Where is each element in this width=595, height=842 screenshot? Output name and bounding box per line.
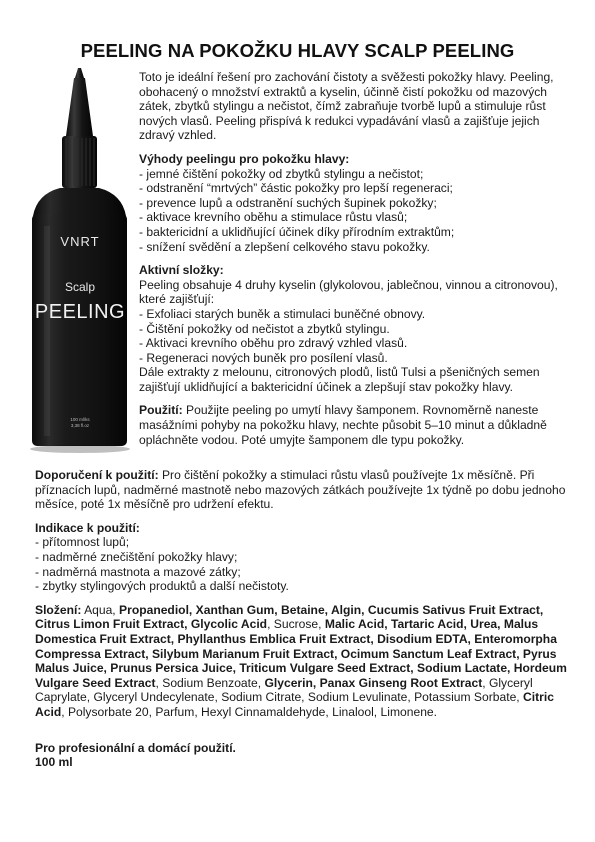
composition-part: Aqua,	[81, 602, 120, 617]
bottle-volume2: 3,38 fl.oz	[70, 423, 90, 428]
active-intro: Peeling obsahuje 4 druhy kyselin (glykolovou, jablečnou, vinnou a citronovou), které zajišťují:	[139, 277, 558, 307]
product-image	[22, 66, 140, 456]
nozzle-cone	[66, 78, 93, 136]
composition-part: , Glyceryl Caprylate, Glyceryl Undecylenate, Sodium Citrate, Sodium Levulinate, Potassium Sorbate,	[35, 675, 533, 705]
composition-text	[35, 603, 567, 719]
active-item: - Exfoliaci starých buněk a stimulaci buněčné obnovy.	[139, 306, 426, 321]
bottle-highlight	[44, 226, 50, 436]
intro-paragraph: Toto je ideální řešení pro zachování čistoty a svěžesti pokožky hlavy. Peeling, obohacený o množství extraktů a kyselin, účinně čistí pokožku od mazových zátek, zbytků stylingu a nečistot, čímž zabraňuje tvorbě lupů a stimuluje růst nových vlasů. Peeling přispívá k redukci vypadávání vlasů a zajišťuje jejich zdravý vzhled.	[139, 70, 554, 143]
bottle-cap	[62, 136, 97, 188]
bottle-brand: VNRT	[60, 234, 100, 249]
composition-part: , Polysorbate 20, Parfum, Hexyl Cinnamaldehyde, Linalool, Limonene.	[61, 704, 438, 719]
bottle-line2: PEELING	[34, 301, 126, 323]
composition-part: Propanediol, Xanthan Gum, Betaine, Algin, Cucumis Sativus Fruit Extract, Citrus Limon Fruit Extract, Glycolic Acid	[35, 602, 544, 632]
composition-part: Glycerin, Panax Ginseng Root Extract	[264, 675, 483, 690]
indication-item: - zbytky stylingových produktů a další nečistoty.	[35, 579, 289, 594]
usage-text: Použijte peeling po umytí hlavy šamponem. Rovnoměrně naneste masážními pohyby na pokožku hlavy, nechte působit 5–10 minut a důkladně opláchněte vodou. Poté umyjte šamponem dle typu pokožky.	[139, 403, 547, 447]
active-section	[139, 263, 567, 394]
composition-part: , Sucrose,	[267, 617, 325, 632]
lower-section	[35, 468, 567, 770]
recommendation-paragraph	[35, 468, 567, 512]
indication-item: - nadměrné znečištění pokožky hlavy;	[35, 549, 238, 564]
indication-item: - přítomnost lupů;	[35, 535, 130, 550]
page-title: PEELING NA POKOŽKU HLAVY SCALP PEELING	[80, 40, 515, 61]
benefits-section	[139, 152, 567, 254]
indications-section	[35, 521, 567, 594]
active-item: - Regeneraci nových buněk pro posílení vlasů.	[139, 350, 388, 365]
active-outro: Dále extrakty z melounu, citronových plodů, listů Tulsi a pšeničných semen zajišťují uklidňující a baktericidní účinek a zlepšují stav pokožky hlavy.	[139, 365, 540, 394]
active-item: - Aktivaci krevního oběhu pro zdravý vzhled vlasů.	[139, 336, 408, 351]
footer-volume: 100 ml	[35, 755, 73, 770]
usage-paragraph	[139, 403, 567, 447]
benefit-item: - baktericidní a uklidňující účinek díky přírodním extraktům;	[139, 224, 455, 239]
right-column	[139, 70, 567, 456]
benefit-item: - aktivace krevního oběhu a stimulace růstu vlasů;	[139, 210, 408, 225]
composition-label: Složení:	[35, 602, 82, 617]
benefits-heading: Výhody peelingu pro pokožku hlavy:	[139, 151, 350, 166]
benefit-item: - jemné čištění pokožky od zbytků stylingu a nečistot;	[139, 166, 424, 181]
recommendation-text: Pro čištění pokožky a stimulaci růstu vlasů používejte 1x měsíčně. Při příznacích lupů, nadměrné mastnotě nebo mazových zátkách používejte 1x týdně po dobu jednoho měsíce, poté 1x měsíčně pro udržení efektu.	[35, 468, 566, 512]
composition-part: Malic Acid, Tartaric Acid, Urea, Malus Domestica Fruit Extract, Phyllanthus Emblica Fruit Extract, Disodium EDTA, Enteromorpha Compressa Extract, Silybum Marianum Fruit Extract, Ocimum Sanctum Leaf Extract, Pyrus Malus Juice, Prunus Persica Juice, Triticum Vulgare Seed Extract, Sodium Lactate, Hordeum Vulgare Seed Extract	[35, 617, 567, 690]
active-item: - Čištění pokožky od nečistot a zbytků stylingu.	[139, 321, 390, 336]
footer-use: Pro profesionální a domácí použití.	[35, 740, 236, 755]
bottle-illustration	[22, 66, 140, 456]
indication-item: - nadměrná mastnota a mazové zátky;	[35, 564, 241, 579]
bottle-shoulder	[33, 188, 126, 216]
composition-part: , Sodium Benzoate,	[155, 675, 265, 690]
composition-paragraph	[35, 603, 567, 720]
bottle-volume1: 100 ml/ks	[70, 417, 90, 422]
nozzle-tip	[75, 68, 84, 78]
usage-label: Použití:	[139, 403, 183, 418]
recommendation-label: Doporučení k použití:	[35, 468, 159, 482]
composition-part: Citric Acid	[35, 690, 554, 719]
benefit-item: - odstranění “mrtvých” částic pokožky pro lepší regeneraci;	[139, 181, 453, 196]
bottle-line1: Scalp	[64, 280, 96, 294]
active-heading: Aktivní složky:	[139, 263, 224, 278]
indications-heading: Indikace k použití:	[35, 520, 140, 535]
benefit-item: - prevence lupů a odstranění suchých šupinek pokožky;	[139, 195, 437, 210]
benefit-item: - snížení svědění a zlepšení celkového stavu pokožky.	[139, 239, 430, 254]
